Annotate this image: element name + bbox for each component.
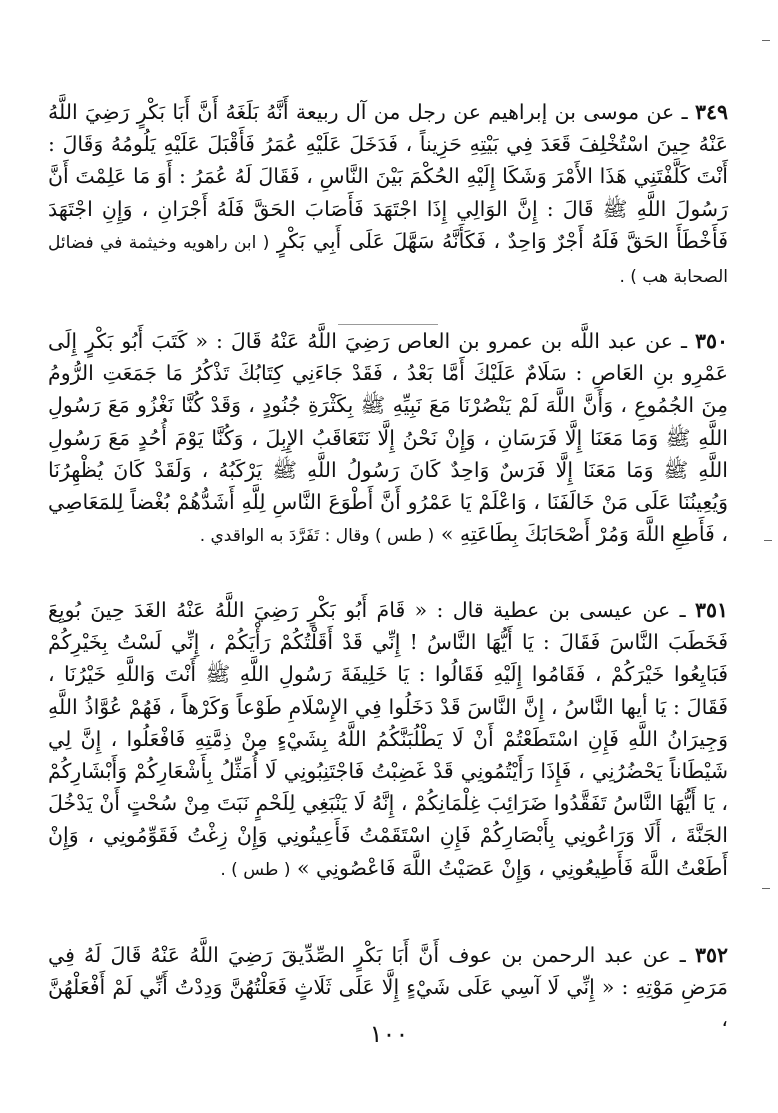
hadith-350: ٣٥٠ ـ عن عبد اللَّه بن عمرو بن العاص رَضِيَ اللَّهُ عَنْهُ قَالَ : « كَتَبَ أَبُو بَكْرٍ إِلَى عَمْرِو بنِ العَاصِ : سَلَامٌ عَلَيْكَ أَمَّا بَعْدُ ، فَقَدْ جَاءَنِي كِتَابُكَ تَذْكُرُ مَا جَمَعَتِ الرُّومُ مِنَ الجُمُوعِ ، وَأَنَّ اللَّهَ لَمْ يَنْصُرْنَا مَعَ نَبِيِّهِ ﷺ بِكَثْرَةِ جُنُودٍ ، وَقَدْ كُنَّا نَغْزُو مَعَ رَسُولِ اللَّهِ ﷺ وَمَا مَعَنَا إِلَّا فَرَسَانِ ، وَإِنْ نَحْنُ إِلَّا نَتَعَاقَبُ الإِبِلَ ، وَكُنَّا يَوْمَ أُحُدٍ مَعَ رَسُولِ اللَّهِ ﷺ وَمَا مَعَنَا إِلَّا فَرَسٌ وَاحِدٌ كَانَ رَسُولُ اللَّهِ ﷺ يَرْكَبُهُ ، وَلَقَدْ كَانَ يُظْهِرُنَا وَيُعِينُنَا عَلَى مَنْ خَالَفَنَا ، وَاعْلَمْ يَا عَمْرُو أَنَّ أَطْوَعَ النَّاسِ لِلَّهِ أَشَدُّهُمْ بُغْضاً لِلمَعَاصِي ، فَأَطِعِ اللَّهَ وَمُرْ أَصْحَابَكَ بِطَاعَتِهِ » ( طس ) وقال : تَفَرَّدَ به الواقدي . [48, 329, 728, 547]
entry-number: ٣٥٢ [694, 943, 728, 967]
entry-source: ( ابن راهويه وخيثمة في فضائل الصحابة هب ) . [48, 232, 728, 288]
entry-text: عن عبد اللَّه بن عمرو بن العاص رَضِيَ اللَّهُ عَنْهُ قَالَ : « كَتَبَ أَبُو بَكْرٍ إِلَى عَمْرِو بنِ العَاصِ : سَلَامٌ عَلَيْكَ أَمَّا بَعْدُ ، فَقَدْ جَاءَنِي كِتَابُكَ تَذْكُرُ مَا جَمَعَتِ الرُّومُ مِنَ الجُمُوعِ ، وَأَنَّ اللَّهَ لَمْ يَنْصُرْنَا مَعَ نَبِيِّهِ ﷺ بِكَثْرَةِ جُنُودٍ ، وَقَدْ كُنَّا نَغْزُو مَعَ رَسُولِ اللَّهِ ﷺ وَمَا مَعَنَا إِلَّا فَرَسَانِ ، وَإِنْ نَحْنُ إِلَّا نَتَعَاقَبُ الإِبِلَ ، وَكُنَّا يَوْمَ أُحُدٍ مَعَ رَسُولِ اللَّهِ ﷺ وَمَا مَعَنَا إِلَّا فَرَسٌ وَاحِدٌ كَانَ رَسُولُ اللَّهِ ﷺ يَرْكَبُهُ ، وَلَقَدْ كَانَ يُظْهِرُنَا وَيُعِينُنَا عَلَى مَنْ خَالَفَنَا ، وَاعْلَمْ يَا عَمْرُو أَنَّ أَطْوَعَ النَّاسِ لِلَّهِ أَشَدُّهُمْ بُغْضاً لِلمَعَاصِي ، فَأَطِعِ اللَّهَ وَمُرْ أَصْحَابَكَ بِطَاعَتِهِ » [48, 329, 728, 547]
scan-mark [764, 540, 772, 541]
entry-number: ٣٤٩ [694, 100, 728, 124]
hadith-351: ٣٥١ ـ عن عيسى بن عطية قال : « قَامَ أَبُو بَكْرٍ رَضِيَ اللَّهُ عَنْهُ الغَدَ حِينَ بُويِعَ فَخَطَبَ النَّاسَ فَقَالَ : يَا أَيُّهَا النَّاسُ ! إِنِّي قَدْ أَقَلْتُكُمْ رَأْيَكُمْ ، إِنِّي لَسْتُ بِخَيْرِكُمْ فَبَايِعُوا خَيْرَكُمْ ، فَقَامُوا إِلَيْهِ فَقَالُوا : يَا خَلِيفَةَ رَسُولِ اللَّهِ ﷺ أَنْتَ وَاللَّهِ خَيْرُنَا ، فَقَالَ : يَا أيها النَّاسُ ، إِنَّ النَّاسَ قَدْ دَخَلُوا فِي الإِسْلَامِ طَوْعاً وَكَرْهاً ، فَهُمْ عُوَّاذُ اللَّهِ وَجِيرَانُ اللَّهِ فَإِنِ اسْتَطَعْتُمْ أَنْ لَا يَطْلُبَنَّكُمُ اللَّهُ بِشَيْءٍ مِنْ ذِمَّتِهِ فَافْعَلُوا ، إِنَّ لِي شَيْطَاناً يَحْضُرُنِي ، فَإِذَا رَأَيْتُمُونِي قَدْ غَضِبْتُ فَاجْتَنِبُونِي لَا أُمَثِّلُ بِأَشْعَارِكُمْ وَأَبْشَارِكُمْ ، يَا أَيُّهَا النَّاسُ تَفَقَّدُوا ضَرَائِبَ غِلْمَانِكُمْ ، إِنَّهُ لَا يَنْبَغِي لِلَحْمٍ نَبَتَ مِنْ سُحْتٍ أَنْ يَدْخُلَ الجَنَّةَ ، أَلَا وَرَاعُونِي بِأَبْصَارِكُمْ فَإِنِ اسْتَقَمْتُ فَأَعِينُونِي وَإِنْ زِغْتُ فَقَوِّمُونِي ، وَإِنْ أَطَعْتُ اللَّهَ فَأَطِيعُونِي ، وَإِنْ عَصَيْتُ اللَّهَ فَاعْصُونِي » ( طس ) . [48, 598, 729, 880]
entry-source: ( طس ) . [220, 859, 291, 880]
entry-text: عن عيسى بن عطية قال : « قَامَ أَبُو بَكْرٍ رَضِيَ اللَّهُ عَنْهُ الغَدَ حِينَ بُويِعَ فَخَطَبَ النَّاسَ فَقَالَ : يَا أَيُّهَا النَّاسُ ! إِنِّي قَدْ أَقَلْتُكُمْ رَأْيَكُمْ ، إِنِّي لَسْتُ بِخَيْرِكُمْ فَبَايِعُوا خَيْرَكُمْ ، فَقَامُوا إِلَيْهِ فَقَالُوا : يَا خَلِيفَةَ رَسُولِ اللَّهِ ﷺ أَنْتَ وَاللَّهِ خَيْرُنَا ، فَقَالَ : يَا أيها النَّاسُ ، إِنَّ النَّاسَ قَدْ دَخَلُوا فِي الإِسْلَامِ طَوْعاً وَكَرْهاً ، فَهُمْ عُوَّاذُ اللَّهِ وَجِيرَانُ اللَّهِ فَإِنِ اسْتَطَعْتُمْ أَنْ لَا يَطْلُبَنَّكُمُ اللَّهُ بِشَيْءٍ مِنْ ذِمَّتِهِ فَافْعَلُوا ، إِنَّ لِي شَيْطَاناً يَحْضُرُنِي ، فَإِذَا رَأَيْتُمُونِي قَدْ غَضِبْتُ فَاجْتَنِبُونِي لَا أُمَثِّلُ بِأَشْعَارِكُمْ وَأَبْشَارِكُمْ ، يَا أَيُّهَا النَّاسُ تَفَقَّدُوا ضَرَائِبَ غِلْمَانِكُمْ ، إِنَّهُ لَا يَنْبَغِي لِلَحْمٍ نَبَتَ مِنْ سُحْتٍ أَنْ يَدْخُلَ الجَنَّةَ ، أَلَا وَرَاعُونِي بِأَبْصَارِكُمْ فَإِنِ اسْتَقَمْتُ فَأَعِينُونِي وَإِنْ زِغْتُ فَقَوِّمُونِي ، وَإِنْ أَطَعْتُ اللَّهَ فَأَطِيعُونِي ، وَإِنْ عَصَيْتُ اللَّهَ فَاعْصُونِي » [48, 598, 728, 880]
entry-source: ( طس ) وقال : تَفَرَّدَ به الواقدي . [199, 526, 435, 547]
entry-text: عن عبد الرحمن بن عوف أَنَّ أَبَا بَكْرٍ الصِّدِّيقَ رَضِيَ اللَّهُ عَنْهُ قَالَ لَهُ فِي مَرَضِ مَوْتِهِ : « إِنِّي لَا آسِي عَلَى شَيْءٍ إِلَّا عَلَى ثَلَاثٍ فَعَلْتُهُنَّ وَدِدْتُ أَنِّي لَمْ أَفْعَلْهُنَّ ، [48, 943, 728, 1032]
entry-text: عن موسى بن إبراهيم عن رجل من آل ربيعة أَنَّهُ بَلَغَهُ أَنَّ أَبَا بَكْرٍ رَضِيَ اللَّهُ عَنْهُ حِينَ اسْتُخْلِفَ قَعَدَ فِي بَيْتِهِ حَزِيناً ، فَدَخَلَ عَلَيْهِ عُمَرُ فَأَقْبَلَ عَلَيْهِ يَلُومُهُ وَقَالَ : أَنْتَ كَلَّفْتَنِي هَذَا الأَمْرَ وَشَكَا إِلَيْهِ الحُكْمَ بَيْنَ النَّاسِ ، فَقَالَ لَهُ عُمَرُ : أَوَ مَا عَلِمْتَ أَنَّ رَسُولَ اللَّهِ ﷺ قَالَ : إِنَّ الوَالِي إِذَا اجْتَهَدَ فَأَصَابَ الحَقَّ فَلَهُ أَجْرَانِ ، وَإِنِ اجْتَهَدَ فَأَخْطَأَ الحَقَّ فَلَهُ أَجْرٌ وَاحِدٌ ، فَكَأَنَّهُ سَهَّلَ عَلَى أَبِي بَكْرٍ [48, 100, 728, 253]
page-number: ١٠٠ [369, 1020, 409, 1048]
entry-number: ٣٥٠ [694, 329, 728, 353]
scan-mark [762, 888, 770, 889]
hadith-352: ٣٥٢ ـ عن عبد الرحمن بن عوف أَنَّ أَبَا بَكْرٍ الصِّدِّيقَ رَضِيَ اللَّهُ عَنْهُ قَالَ لَهُ فِي مَرَضِ مَوْتِهِ : « إِنِّي لَا آسِي عَلَى شَيْءٍ إِلَّا عَلَى ثَلَاثٍ فَعَلْتُهُنَّ وَدِدْتُ أَنِّي لَمْ أَفْعَلْهُنَّ ، [48, 943, 728, 1032]
entry-number: ٣٥١ [694, 598, 729, 622]
hadith-349: ٣٤٩ ـ عن موسى بن إبراهيم عن رجل من آل ربيعة أَنَّهُ بَلَغَهُ أَنَّ أَبَا بَكْرٍ رَضِيَ اللَّهُ عَنْهُ حِينَ اسْتُخْلِفَ قَعَدَ فِي بَيْتِهِ حَزِيناً ، فَدَخَلَ عَلَيْهِ عُمَرُ فَأَقْبَلَ عَلَيْهِ يَلُومُهُ وَقَالَ : أَنْتَ كَلَّفْتَنِي هَذَا الأَمْرَ وَشَكَا إِلَيْهِ الحُكْمَ بَيْنَ النَّاسِ ، فَقَالَ لَهُ عُمَرُ : أَوَ مَا عَلِمْتَ أَنَّ رَسُولَ اللَّهِ ﷺ قَالَ : إِنَّ الوَالِي إِذَا اجْتَهَدَ فَأَصَابَ الحَقَّ فَلَهُ أَجْرَانِ ، وَإِنِ اجْتَهَدَ فَأَخْطَأَ الحَقَّ فَلَهُ أَجْرٌ وَاحِدٌ ، فَكَأَنَّهُ سَهَّلَ عَلَى أَبِي بَكْرٍ ( ابن راهويه وخيثمة في فضائل الصحابة هب ) . [48, 100, 728, 288]
scan-mark [762, 40, 770, 41]
